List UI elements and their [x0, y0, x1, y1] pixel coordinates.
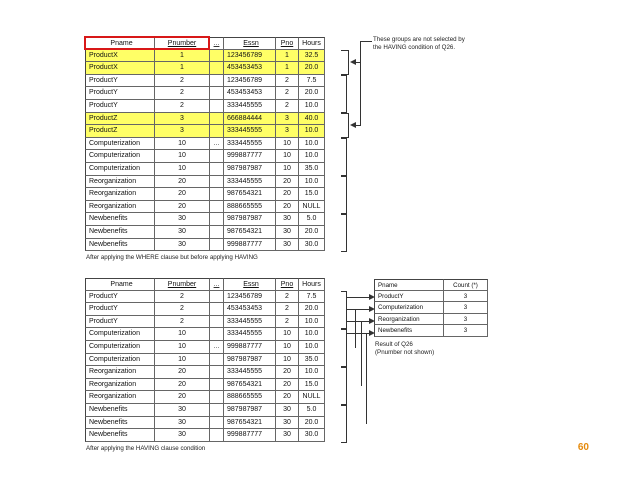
- cell-ellipsis: [210, 316, 224, 329]
- cell-pnumber: 2: [155, 100, 210, 113]
- cell-hours: 10.0: [299, 150, 325, 163]
- table-row: [85, 138, 325, 151]
- cell-count: 3: [444, 302, 488, 314]
- table-row: [85, 100, 325, 113]
- cell-pname: Reorganization: [85, 176, 155, 189]
- table-row: [85, 341, 325, 354]
- col-count: Count (*): [444, 279, 488, 291]
- arrow-line-reorg: [347, 321, 369, 322]
- table-row: [85, 125, 325, 138]
- col-pno: Pno: [276, 278, 299, 291]
- cell-essn: 888665555: [224, 201, 276, 214]
- cell-ellipsis: [210, 150, 224, 163]
- cell-pname: Computerization: [85, 354, 155, 367]
- cell-pnumber: 30: [155, 213, 210, 226]
- cell-ellipsis: [210, 75, 224, 88]
- table-row: [85, 404, 325, 417]
- cell-pname: ProductX: [85, 50, 155, 63]
- col-pnumber: Pnumber: [155, 37, 210, 50]
- cell-pname: Computerization: [85, 341, 155, 354]
- cell-pno: 2: [276, 316, 299, 329]
- cell-ellipsis: [210, 417, 224, 430]
- arrow-productz-icon: [350, 122, 356, 128]
- cell-ellipsis: [210, 366, 224, 379]
- cell-pnumber: 30: [155, 404, 210, 417]
- cell-essn: 333445555: [224, 316, 276, 329]
- note-connector-vertical: [360, 41, 361, 125]
- cell-hours: 32.5: [299, 50, 325, 63]
- cell-pno: 20: [276, 188, 299, 201]
- cell-essn: 333445555: [224, 176, 276, 189]
- cell-essn: 333445555: [224, 328, 276, 341]
- cell-pname: Newbenefits: [374, 325, 444, 337]
- table-row: [85, 226, 325, 239]
- table-row: [374, 291, 488, 303]
- cell-pnumber: 10: [155, 150, 210, 163]
- cell-pname: ProductZ: [85, 113, 155, 126]
- cell-ellipsis: [210, 429, 224, 442]
- col-essn: Essn: [224, 278, 276, 291]
- table-row: [85, 303, 325, 316]
- table-row: [85, 391, 325, 404]
- q26-result-table: [374, 279, 488, 337]
- cell-pname: ProductX: [85, 62, 155, 75]
- not-selected-note: These groups are not selected by the HAVING condition of Q26.: [373, 36, 465, 51]
- cell-ellipsis: [210, 226, 224, 239]
- table-header: [374, 279, 488, 291]
- slide-number: 60: [577, 442, 589, 453]
- table-row: [85, 379, 325, 392]
- group-bracket-productz: [341, 113, 349, 138]
- cell-pno: 20: [276, 366, 299, 379]
- cell-hours: 5.0: [299, 213, 325, 226]
- cell-pnumber: 30: [155, 417, 210, 430]
- cell-ellipsis: [210, 404, 224, 417]
- cell-pno: 2: [276, 100, 299, 113]
- cell-hours: 10.0: [299, 100, 325, 113]
- cell-ellipsis: [210, 328, 224, 341]
- cell-pnumber: 1: [155, 50, 210, 63]
- cell-pname: Reorganization: [85, 366, 155, 379]
- cell-pnumber: 10: [155, 163, 210, 176]
- cell-essn: 453453453: [224, 303, 276, 316]
- cell-hours: 30.0: [299, 239, 325, 252]
- cell-pno: 10: [276, 150, 299, 163]
- cell-hours: 30.0: [299, 429, 325, 442]
- table-row: [85, 50, 325, 63]
- cell-ellipsis: [210, 87, 224, 100]
- cell-hours: 10.0: [299, 125, 325, 138]
- cell-count: 3: [444, 314, 488, 326]
- arrow-line-reorg-v: [361, 321, 362, 386]
- cell-hours: 10.0: [299, 341, 325, 354]
- cell-pnumber: 10: [155, 341, 210, 354]
- col-pnumber: Pnumber: [155, 278, 210, 291]
- cell-pno: 30: [276, 429, 299, 442]
- col-pname: Pname: [374, 279, 444, 291]
- cell-count: 3: [444, 325, 488, 337]
- cell-pnumber: 3: [155, 113, 210, 126]
- cell-pnumber: 20: [155, 391, 210, 404]
- cell-essn: 999887777: [224, 429, 276, 442]
- table-row: [374, 325, 488, 337]
- table-row: [85, 239, 325, 252]
- cell-essn: 453453453: [224, 62, 276, 75]
- cell-pnumber: 2: [155, 75, 210, 88]
- cell-pno: 10: [276, 328, 299, 341]
- cell-pnumber: 2: [155, 87, 210, 100]
- col-pno: Pno: [276, 37, 299, 50]
- cell-ellipsis: [210, 213, 224, 226]
- cell-ellipsis: [210, 125, 224, 138]
- table-row: [374, 314, 488, 326]
- cell-essn: 666884444: [224, 113, 276, 126]
- cell-pname: Computerization: [374, 302, 444, 314]
- cell-essn: 987654321: [224, 188, 276, 201]
- cell-ellipsis: ...: [210, 341, 224, 354]
- cell-pname: ProductY: [85, 75, 155, 88]
- cell-pno: 20: [276, 176, 299, 189]
- cell-essn: 987654321: [224, 417, 276, 430]
- cell-pno: 2: [276, 291, 299, 304]
- cell-pnumber: 2: [155, 316, 210, 329]
- table-row: [85, 201, 325, 214]
- bottom-bracket-reorg: [341, 367, 347, 405]
- col-pname: Pname: [85, 278, 155, 291]
- cell-hours: 15.0: [299, 188, 325, 201]
- cell-essn: 987654321: [224, 379, 276, 392]
- col-pname: Pname: [85, 37, 155, 50]
- cell-pname: Newbenefits: [85, 404, 155, 417]
- cell-hours: 7.5: [299, 75, 325, 88]
- top-caption: After applying the WHERE clause but before applying HAVING: [86, 254, 258, 261]
- table-row: [85, 354, 325, 367]
- cell-pname: Reorganization: [85, 188, 155, 201]
- cell-pno: 10: [276, 163, 299, 176]
- cell-essn: 888665555: [224, 391, 276, 404]
- cell-pname: Reorganization: [85, 379, 155, 392]
- cell-essn: 333445555: [224, 138, 276, 151]
- cell-hours: 35.0: [299, 354, 325, 367]
- result-caption: Result of Q26 (Pnumber not shown): [375, 341, 435, 356]
- cell-pname: ProductZ: [85, 125, 155, 138]
- cell-hours: 10.0: [299, 316, 325, 329]
- table-row: [85, 328, 325, 341]
- cell-hours: 10.0: [299, 366, 325, 379]
- cell-pname: Newbenefits: [85, 239, 155, 252]
- cell-hours: 35.0: [299, 163, 325, 176]
- arrow-line-newb-v: [366, 333, 367, 424]
- bottom-caption: After applying the HAVING clause condition: [86, 445, 206, 452]
- group-by-highlight-box: [84, 36, 210, 50]
- having-result-table: [85, 278, 325, 442]
- bottom-bracket-newb: [341, 405, 347, 443]
- cell-pno: 30: [276, 226, 299, 239]
- cell-ellipsis: [210, 100, 224, 113]
- cell-pno: 1: [276, 50, 299, 63]
- cell-count: 3: [444, 291, 488, 303]
- cell-hours: 10.0: [299, 328, 325, 341]
- cell-essn: 987987987: [224, 354, 276, 367]
- cell-pname: Computerization: [85, 150, 155, 163]
- cell-pnumber: 10: [155, 138, 210, 151]
- table-row: [85, 150, 325, 163]
- cell-ellipsis: [210, 291, 224, 304]
- arrow-productx-icon: [350, 59, 356, 65]
- cell-ellipsis: ...: [210, 138, 224, 151]
- cell-hours: NULL: [299, 391, 325, 404]
- col-hours: Hours: [299, 37, 325, 50]
- cell-pnumber: 20: [155, 176, 210, 189]
- table-row: [85, 213, 325, 226]
- table-row: [85, 291, 325, 304]
- cell-pno: 3: [276, 125, 299, 138]
- cell-ellipsis: [210, 176, 224, 189]
- cell-pname: ProductY: [85, 303, 155, 316]
- cell-hours: 20.0: [299, 87, 325, 100]
- cell-ellipsis: [210, 239, 224, 252]
- cell-ellipsis: [210, 113, 224, 126]
- arrow-line-y: [347, 297, 369, 298]
- cell-ellipsis: [210, 188, 224, 201]
- cell-essn: 987987987: [224, 213, 276, 226]
- cell-pname: Computerization: [85, 163, 155, 176]
- cell-essn: 333445555: [224, 125, 276, 138]
- cell-pname: ProductY: [85, 87, 155, 100]
- cell-hours: 40.0: [299, 113, 325, 126]
- cell-pnumber: 20: [155, 188, 210, 201]
- cell-essn: 987987987: [224, 163, 276, 176]
- cell-essn: 987654321: [224, 226, 276, 239]
- arrow-line-comp: [347, 309, 369, 310]
- cell-ellipsis: [210, 163, 224, 176]
- cell-pno: 30: [276, 213, 299, 226]
- cell-pname: Reorganization: [85, 201, 155, 214]
- cell-pno: 20: [276, 379, 299, 392]
- cell-hours: 20.0: [299, 226, 325, 239]
- cell-pname: ProductY: [85, 291, 155, 304]
- group-bracket-newb: [341, 214, 347, 252]
- cell-ellipsis: [210, 391, 224, 404]
- cell-pnumber: 20: [155, 379, 210, 392]
- bottom-bracket-comp: [341, 329, 347, 367]
- cell-ellipsis: [210, 354, 224, 367]
- cell-hours: NULL: [299, 201, 325, 214]
- table-header: [85, 278, 325, 291]
- cell-pname: ProductY: [85, 100, 155, 113]
- cell-pno: 30: [276, 417, 299, 430]
- cell-pname: ProductY: [85, 316, 155, 329]
- cell-essn: 999887777: [224, 341, 276, 354]
- cell-pnumber: 30: [155, 429, 210, 442]
- cell-pno: 20: [276, 391, 299, 404]
- cell-hours: 20.0: [299, 303, 325, 316]
- cell-essn: 123456789: [224, 75, 276, 88]
- col-ellipsis: ...: [210, 37, 224, 50]
- cell-pname: Newbenefits: [85, 429, 155, 442]
- group-bracket-reorg: [341, 176, 347, 214]
- table-row: [374, 302, 488, 314]
- cell-pno: 10: [276, 354, 299, 367]
- cell-ellipsis: [210, 50, 224, 63]
- cell-pno: 3: [276, 113, 299, 126]
- col-essn: Essn: [224, 37, 276, 50]
- cell-pno: 10: [276, 341, 299, 354]
- arrow-line-comp-v: [355, 309, 356, 348]
- table-row: [85, 62, 325, 75]
- cell-pnumber: 1: [155, 62, 210, 75]
- group-bracket-comp: [341, 138, 347, 176]
- table-row: [85, 176, 325, 189]
- cell-pname: Computerization: [85, 328, 155, 341]
- cell-pno: 2: [276, 87, 299, 100]
- cell-hours: 15.0: [299, 379, 325, 392]
- cell-pname: ProductY: [374, 291, 444, 303]
- table-row: [85, 417, 325, 430]
- cell-pnumber: 20: [155, 366, 210, 379]
- table-row: [85, 316, 325, 329]
- col-hours: Hours: [299, 278, 325, 291]
- cell-ellipsis: [210, 379, 224, 392]
- table-row: [85, 87, 325, 100]
- cell-pno: 1: [276, 62, 299, 75]
- cell-essn: 333445555: [224, 100, 276, 113]
- cell-essn: 999887777: [224, 150, 276, 163]
- cell-essn: 999887777: [224, 239, 276, 252]
- where-result-table: [85, 37, 325, 251]
- cell-pnumber: 30: [155, 239, 210, 252]
- cell-essn: 987987987: [224, 404, 276, 417]
- cell-pnumber: 30: [155, 226, 210, 239]
- cell-hours: 20.0: [299, 417, 325, 430]
- table-row: [85, 366, 325, 379]
- cell-hours: 5.0: [299, 404, 325, 417]
- cell-pnumber: 2: [155, 291, 210, 304]
- table-row: [85, 188, 325, 201]
- cell-pno: 2: [276, 303, 299, 316]
- cell-ellipsis: [210, 62, 224, 75]
- cell-pnumber: 10: [155, 328, 210, 341]
- cell-hours: 10.0: [299, 138, 325, 151]
- cell-pno: 20: [276, 201, 299, 214]
- cell-pno: 30: [276, 404, 299, 417]
- cell-essn: 333445555: [224, 366, 276, 379]
- cell-pnumber: 2: [155, 303, 210, 316]
- note-connector: [360, 41, 372, 42]
- cell-essn: 123456789: [224, 50, 276, 63]
- cell-hours: 20.0: [299, 62, 325, 75]
- col-ellipsis: ...: [210, 278, 224, 291]
- cell-ellipsis: [210, 303, 224, 316]
- cell-pno: 10: [276, 138, 299, 151]
- cell-pname: Reorganization: [85, 391, 155, 404]
- cell-essn: 123456789: [224, 291, 276, 304]
- cell-pno: 30: [276, 239, 299, 252]
- cell-essn: 453453453: [224, 87, 276, 100]
- table-row: [85, 113, 325, 126]
- cell-ellipsis: [210, 201, 224, 214]
- cell-hours: 7.5: [299, 291, 325, 304]
- cell-pname: Newbenefits: [85, 213, 155, 226]
- cell-hours: 10.0: [299, 176, 325, 189]
- cell-pno: 2: [276, 75, 299, 88]
- cell-pname: Newbenefits: [85, 417, 155, 430]
- cell-pname: Computerization: [85, 138, 155, 151]
- cell-pnumber: 20: [155, 201, 210, 214]
- cell-pname: Reorganization: [374, 314, 444, 326]
- group-bracket-y: [341, 75, 347, 113]
- cell-pnumber: 10: [155, 354, 210, 367]
- cell-pname: Newbenefits: [85, 226, 155, 239]
- group-bracket-productx: [341, 50, 349, 75]
- table-row: [85, 429, 325, 442]
- cell-pnumber: 3: [155, 125, 210, 138]
- table-row: [85, 75, 325, 88]
- table-row: [85, 163, 325, 176]
